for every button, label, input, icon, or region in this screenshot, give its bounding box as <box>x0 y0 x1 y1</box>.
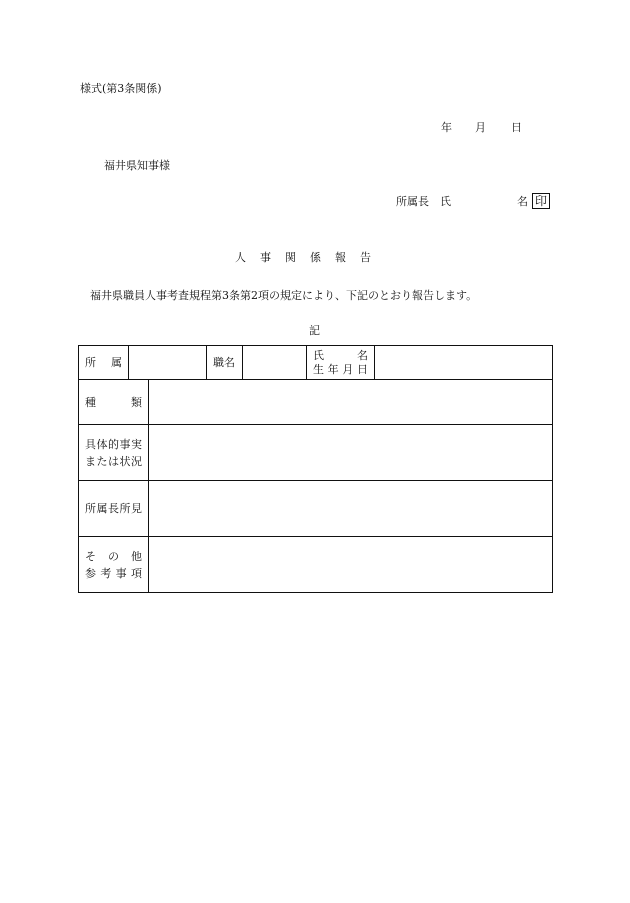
affiliation-field[interactable] <box>129 346 207 380</box>
other-label-line2: 参 考 事 項 <box>85 566 142 580</box>
other-label <box>79 537 149 593</box>
table-row <box>79 481 553 537</box>
name-birth-label <box>307 346 375 380</box>
fact-label-line2: または状況 <box>85 454 142 468</box>
date-month-label: 月 <box>475 121 486 134</box>
date-year-label: 年 <box>441 121 452 134</box>
body-text: 福井県職員人事考査規程第3条第2項の規定により、下記のとおり報告します。 <box>90 289 478 302</box>
table-row <box>79 346 553 380</box>
fact-field[interactable] <box>149 425 553 481</box>
sender-line <box>396 193 550 209</box>
date-day-label: 日 <box>511 121 522 134</box>
fact-label-line1: 具体的事実 <box>85 437 142 451</box>
opinion-field[interactable] <box>149 481 553 537</box>
report-table <box>78 345 553 593</box>
addressee: 福井県知事様 <box>104 159 170 172</box>
type-field[interactable] <box>149 380 553 425</box>
affiliation-label: 所 属 <box>79 346 129 380</box>
date-line <box>441 119 522 135</box>
name-birth-field[interactable] <box>375 346 553 380</box>
other-label-line1: そ の 他 <box>85 549 142 563</box>
other-field[interactable] <box>149 537 553 593</box>
fact-label <box>79 425 149 481</box>
table-row <box>79 537 553 593</box>
job-label: 職名 <box>207 346 243 380</box>
type-label: 種 類 <box>79 380 149 425</box>
table-row <box>79 380 553 425</box>
form-label: 様式(第3条関係) <box>80 82 162 95</box>
sender-name-label: 名 <box>517 195 528 208</box>
sender-title: 所属長 氏 <box>396 195 451 208</box>
ki-heading: 記 <box>309 324 320 337</box>
opinion-label: 所属長所見 <box>79 481 149 537</box>
birth-label: 生年月日 <box>313 362 368 376</box>
table-row <box>79 425 553 481</box>
name-label: 氏 名 <box>313 348 368 362</box>
job-field[interactable] <box>243 346 307 380</box>
seal-mark: 印 <box>532 193 550 209</box>
document-title: 人事関係報告 <box>235 251 385 264</box>
